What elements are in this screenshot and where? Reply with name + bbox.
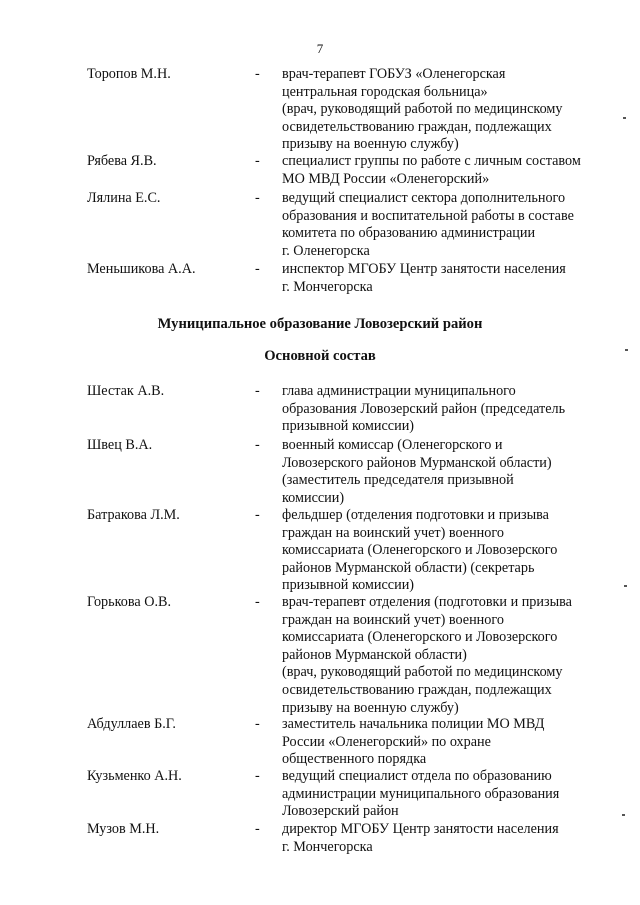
position-line: России «Оленегорский» по охране (282, 733, 491, 750)
position-line: комиссариата (Оленегорского и Ловозерского (282, 629, 558, 646)
position-line: (заместитель председателя призывной (282, 472, 514, 489)
position-line: центральная городская больница» (282, 83, 488, 100)
member-name: Рябева Я.В. (87, 153, 157, 169)
member-name: Горькова О.В. (87, 594, 172, 610)
position-line: г. Мончегорска (282, 838, 373, 855)
dash-separator: - (255, 190, 260, 206)
member-position (282, 768, 612, 821)
position-line: граждан на воинский учет) военного (282, 611, 504, 628)
member-name: Батракова Л.М. (87, 507, 180, 523)
position-line: инспектор МГОБУ Центр занятости населения (282, 261, 566, 277)
position-line: комиссариата (Оленегорского и Ловозерского (282, 542, 558, 559)
dash-separator: - (255, 66, 260, 82)
position-line: специалист группы по работе с личным составом (282, 153, 581, 169)
position-line: МО МВД России «Оленегорский» (282, 170, 490, 187)
position-line: районов Мурманской области) (секретарь (282, 559, 535, 576)
member-name: Швец В.А. (87, 437, 153, 453)
position-line: призывной комиссии) (282, 577, 415, 594)
member-position (282, 66, 612, 154)
member-position (282, 437, 612, 507)
dash-separator: - (255, 507, 260, 523)
member-position (282, 261, 612, 296)
member-position (282, 190, 612, 260)
position-line: призыву на военную службу) (282, 136, 459, 153)
position-line: ведущий специалист сектора дополнительного (282, 190, 566, 206)
position-line: районов Мурманской области) (282, 646, 467, 663)
position-line: глава администрации муниципального (282, 383, 516, 399)
municipality-heading: Муниципальное образование Ловозерский район (157, 316, 483, 332)
position-line: призыву на военную службу) (282, 699, 459, 716)
position-line: Ловозерского районов Мурманской области) (282, 454, 552, 471)
position-line: комитета по образованию администрации (282, 225, 536, 242)
position-line: г. Мончегорска (282, 278, 373, 295)
member-position (282, 594, 612, 717)
member-position (282, 383, 612, 436)
dash-separator: - (255, 821, 260, 837)
position-line: г. Оленегорска (282, 242, 370, 259)
dash-separator: - (255, 261, 260, 277)
member-name: Лялина Е.С. (87, 190, 161, 206)
position-line: комиссии) (282, 489, 345, 506)
position-line: граждан на воинский учет) военного (282, 524, 504, 541)
dash-separator: - (255, 716, 260, 732)
position-line: военный комиссар (Оленегорского и (282, 437, 503, 453)
position-line: фельдшер (отделения подготовки и призыва (282, 507, 549, 523)
member-name: Торопов М.Н. (87, 66, 171, 82)
position-line: освидетельствованию граждан, подлежащих (282, 681, 552, 698)
scan-speck (623, 117, 626, 119)
page-number: 7 (316, 41, 324, 56)
position-line: образования Ловозерский район (председатель (282, 400, 566, 417)
position-line: образования и воспитательной работы в составе (282, 207, 574, 224)
member-name: Шестак А.В. (87, 383, 165, 399)
member-position (282, 153, 612, 188)
dash-separator: - (255, 594, 260, 610)
main-staff-heading: Основной состав (264, 348, 376, 364)
position-line: (врач, руководящий работой по медицинскому (282, 101, 563, 118)
position-line: администрации муниципального образования (282, 785, 560, 802)
scan-speck (622, 814, 625, 816)
position-line: освидетельствованию граждан, подлежащих (282, 118, 552, 135)
scan-speck (624, 585, 627, 587)
position-line: заместитель начальника полиции МО МВД (282, 716, 545, 732)
member-name: Абдуллаев Б.Г. (87, 716, 176, 732)
member-name: Музов М.Н. (87, 821, 160, 837)
position-line: врач-терапевт отделения (подготовки и призыва (282, 594, 572, 610)
member-name: Меньшикова А.А. (87, 261, 196, 277)
dash-separator: - (255, 383, 260, 399)
position-line: ведущий специалист отдела по образованию (282, 768, 552, 784)
position-line: общественного порядка (282, 751, 427, 768)
member-position (282, 821, 612, 856)
member-name: Кузьменко А.Н. (87, 768, 182, 784)
position-line: врач-терапевт ГОБУЗ «Оленегорская (282, 66, 506, 82)
dash-separator: - (255, 437, 260, 453)
position-line: Ловозерский район (282, 803, 399, 820)
position-line: директор МГОБУ Центр занятости населения (282, 821, 559, 837)
member-position (282, 716, 612, 769)
dash-separator: - (255, 768, 260, 784)
position-line: призывной комиссии) (282, 418, 415, 435)
scan-speck (625, 349, 628, 351)
dash-separator: - (255, 153, 260, 169)
member-position (282, 507, 612, 595)
position-line: (врач, руководящий работой по медицинскому (282, 664, 563, 681)
